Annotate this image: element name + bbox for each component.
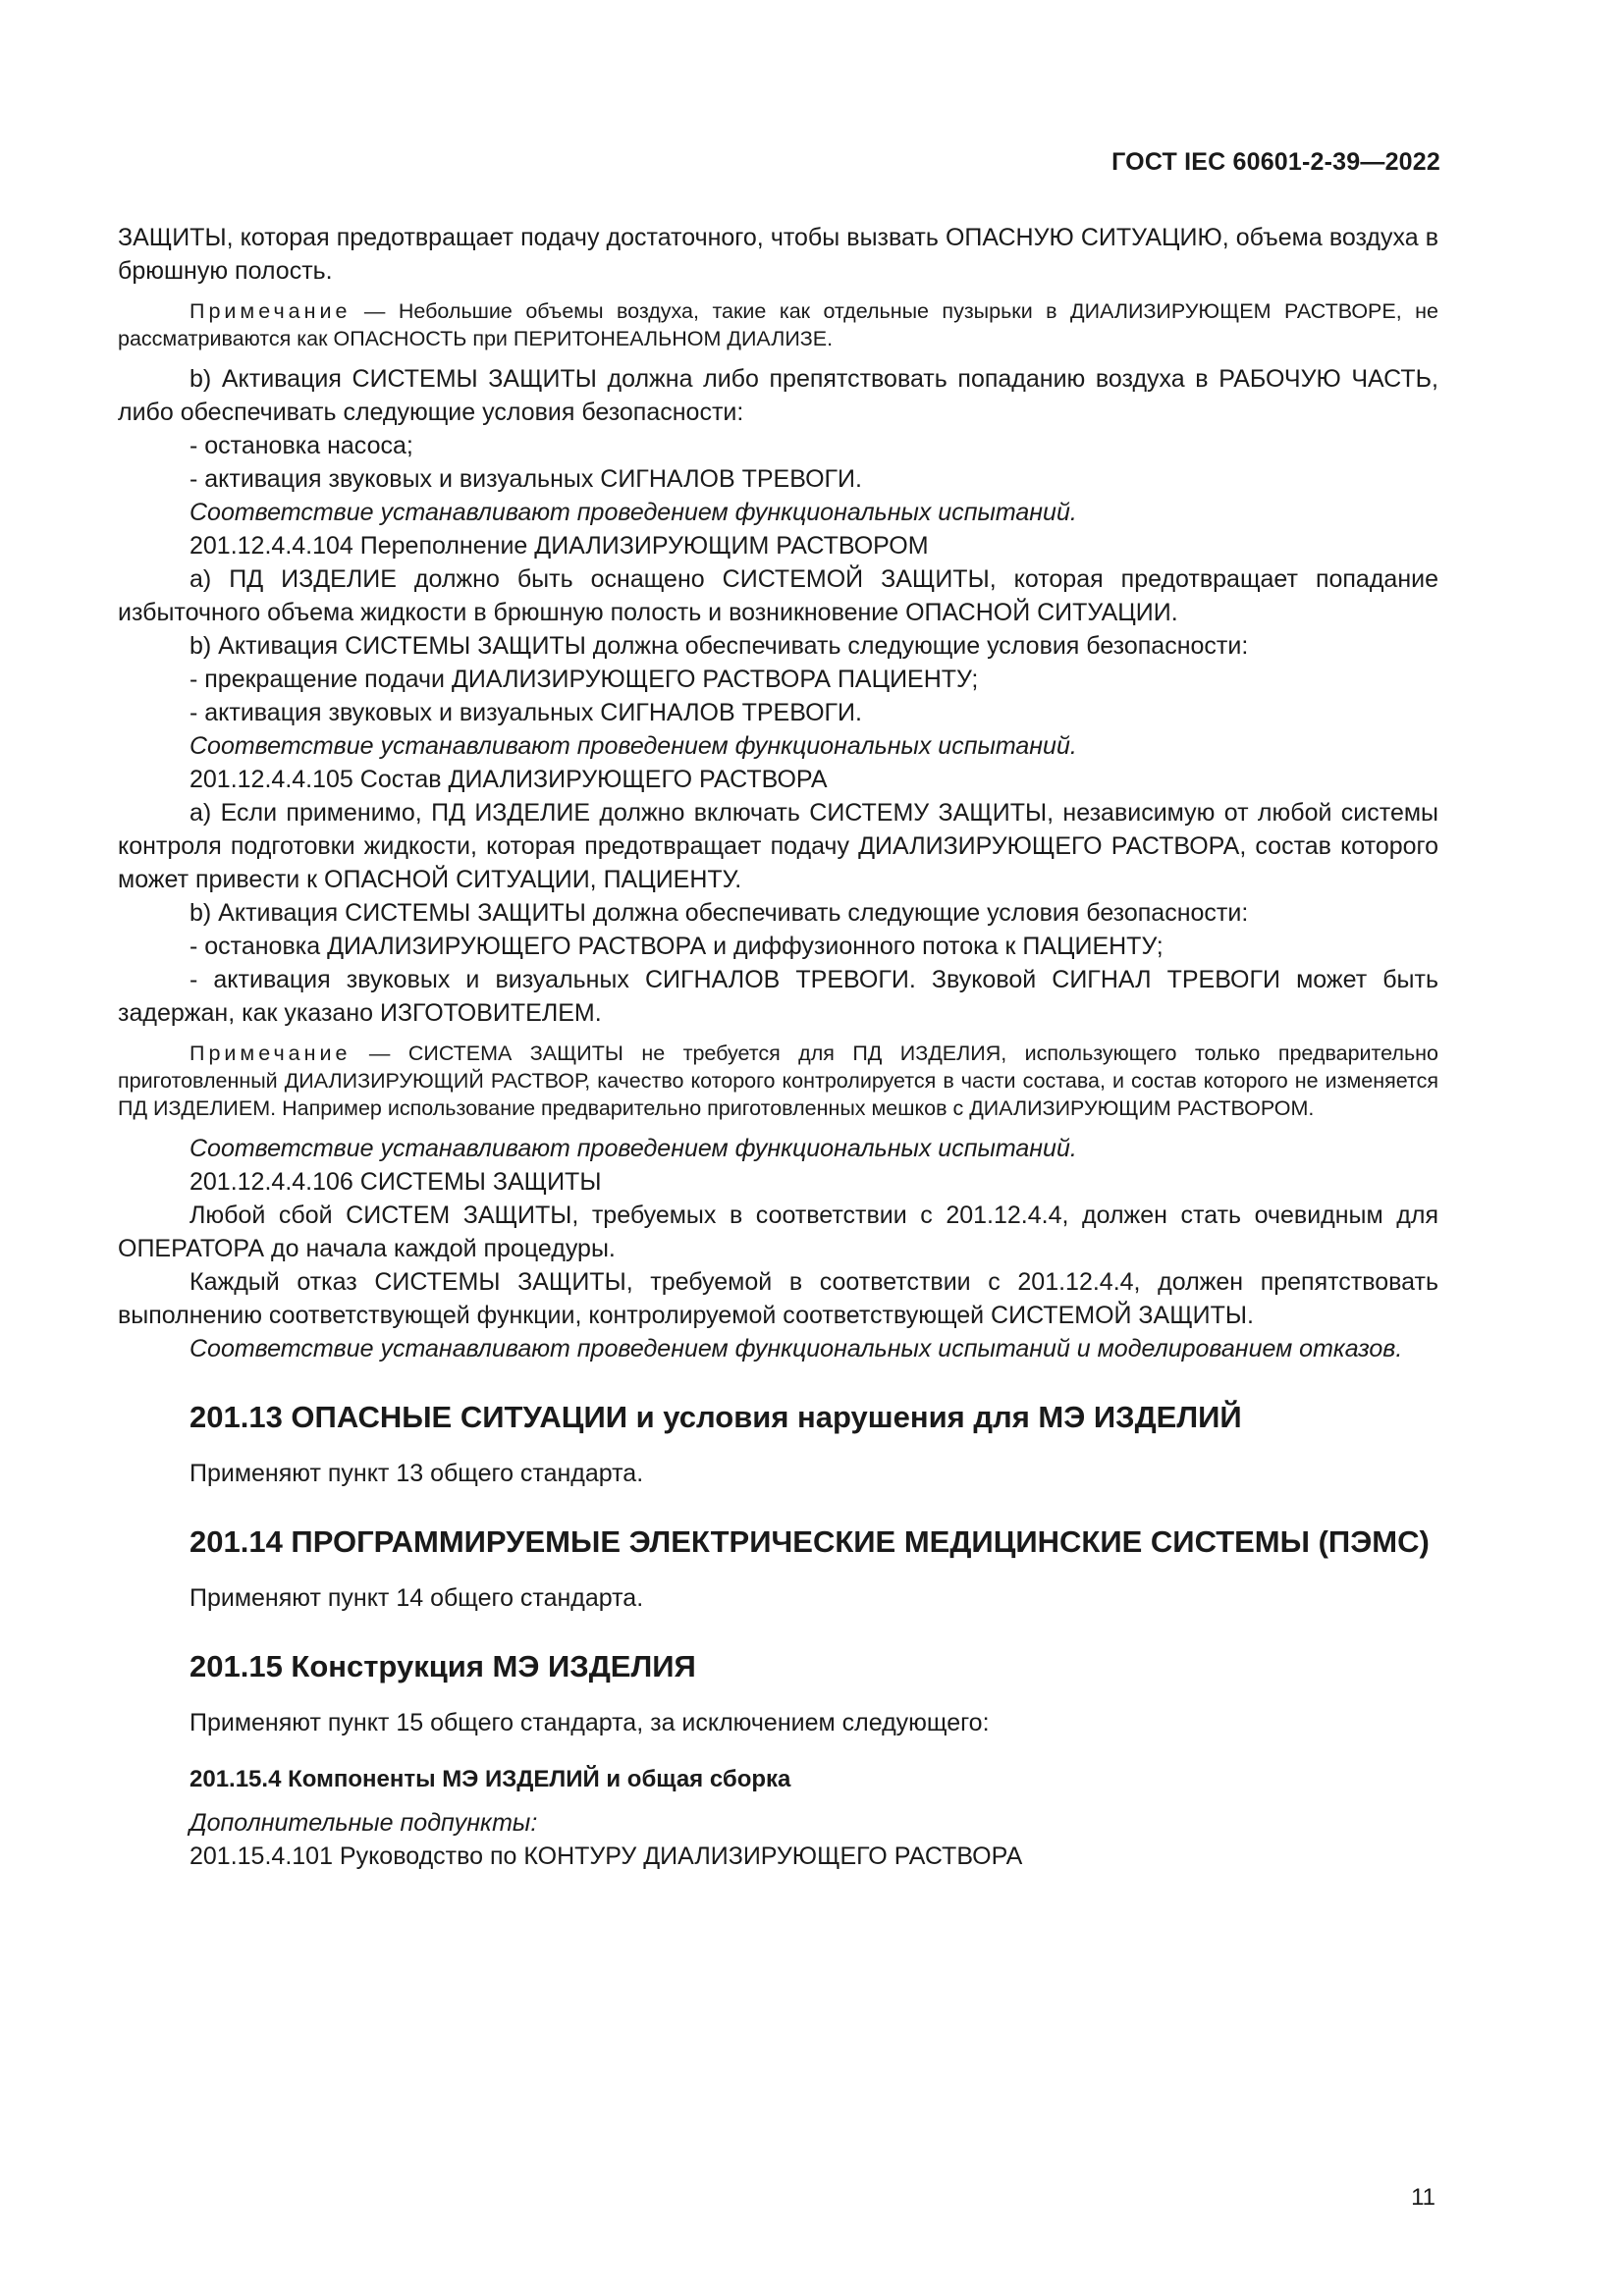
paragraph: Применяют пункт 13 общего стандарта. (189, 1460, 644, 1487)
subsection-title: 201.15.4.101 Руководство по КОНТУРУ ДИАЛИЗИРУЮЩЕГО РАСТВОРА (189, 1842, 1023, 1870)
paragraph: Дополнительные подпункты: (189, 1809, 538, 1837)
compliance-statement: Соответствие устанавливают проведением функциональных испытаний. (189, 1135, 1077, 1162)
page-content (118, 221, 1438, 1873)
list-item: - активация звуковых и визуальных СИГНАЛОВ ТРЕВОГИ. (189, 699, 862, 726)
list-item: - прекращение подачи ДИАЛИЗИРУЮЩЕГО РАСТВОРА ПАЦИЕНТУ; (189, 666, 979, 693)
compliance-statement: Соответствие устанавливают проведением функциональных испытаний. (189, 732, 1077, 760)
document-header: ГОСТ IEC 60601-2-39—2022 (1111, 148, 1440, 176)
list-item: - активация звуковых и визуальных СИГНАЛОВ ТРЕВОГИ. Звуковой СИГНАЛ ТРЕВОГИ может быть задержан, как указано ИЗГОТОВИТЕЛЕМ. (118, 966, 1438, 1027)
paragraph: Применяют пункт 15 общего стандарта, за исключением следующего: (189, 1709, 990, 1736)
subsection-title: 201.12.4.4.106 СИСТЕМЫ ЗАЩИТЫ (189, 1168, 602, 1196)
list-item: - остановка насоса; (189, 432, 413, 459)
note-label: Примечание (189, 1041, 352, 1065)
note (118, 1040, 1438, 1122)
list-item: - остановка ДИАЛИЗИРУЮЩЕГО РАСТВОРА и диффузионного потока к ПАЦИЕНТУ; (189, 933, 1164, 960)
section-heading: 201.13 ОПАСНЫЕ СИТУАЦИИ и условия нарушения для МЭ ИЗДЕЛИЙ (189, 1400, 1242, 1434)
compliance-statement: Соответствие устанавливают проведением функциональных испытаний и моделированием отказов. (189, 1335, 1403, 1362)
note (118, 297, 1438, 352)
page-number: 11 (1411, 2184, 1435, 2211)
paragraph: Применяют пункт 14 общего стандарта. (189, 1584, 644, 1612)
list-item: - активация звуковых и визуальных СИГНАЛОВ ТРЕВОГИ. (189, 465, 862, 493)
subsection-title: 201.12.4.4.105 Состав ДИАЛИЗИРУЮЩЕГО РАСТВОРА (189, 766, 828, 793)
subsection-heading: 201.15.4 Компоненты МЭ ИЗДЕЛИЙ и общая сборка (189, 1766, 791, 1792)
paragraph: b) Активация СИСТЕМЫ ЗАЩИТЫ должна обеспечивать следующие условия безопасности: (189, 632, 1249, 660)
section-heading: 201.15 Конструкция МЭ ИЗДЕЛИЯ (189, 1649, 696, 1683)
note-text: — СИСТЕМА ЗАЩИТЫ не требуется для ПД ИЗДЕЛИЯ, использующего только предварительно приготовленный ДИАЛИЗИРУЮЩИЙ РАСТВОР, качество которого контролируется в части состава, и состав которого не изменяется ПД ИЗДЕЛИЕМ. Например использование предварительно приготовленных мешков с ДИАЛИЗИРУЮЩИМ РАСТВОРОМ. (118, 1041, 1438, 1120)
paragraph: а) ПД ИЗДЕЛИЕ должно быть оснащено СИСТЕМОЙ ЗАЩИТЫ, которая предотвращает попадание избыточного объема жидкости в брюшную полость и возникновение ОПАСНОЙ СИТУАЦИИ. (118, 565, 1438, 626)
paragraph: Каждый отказ СИСТЕМЫ ЗАЩИТЫ, требуемой в соответствии с 201.12.4.4, должен препятствовать выполнению соответствующей функции, контролируемой соответствующей СИСТЕМОЙ ЗАЩИТЫ. (118, 1268, 1438, 1329)
paragraph: b) Активация СИСТЕМЫ ЗАЩИТЫ должна либо препятствовать попаданию воздуха в РАБОЧУЮ ЧАСТЬ, либо обеспечивать следующие условия безопасности: (118, 365, 1438, 426)
paragraph: а) Если применимо, ПД ИЗДЕЛИЕ должно включать СИСТЕМУ ЗАЩИТЫ, независимую от любой системы контроля подготовки жидкости, которая предотвращает подачу ДИАЛИЗИРУЮЩЕГО РАСТВОРА, состав которого может привести к ОПАСНОЙ СИТУАЦИИ, ПАЦИЕНТУ. (118, 799, 1438, 893)
subsection-title: 201.12.4.4.104 Переполнение ДИАЛИЗИРУЮЩИМ РАСТВОРОМ (189, 532, 929, 560)
note-text: — Небольшие объемы воздуха, такие как отдельные пузырьки в ДИАЛИЗИРУЮЩЕМ РАСТВОРЕ, не рассматриваются как ОПАСНОСТЬ при ПЕРИТОНЕАЛЬНОМ ДИАЛИЗЕ. (118, 299, 1438, 350)
paragraph: ЗАЩИТЫ, которая предотвращает подачу достаточного, чтобы вызвать ОПАСНУЮ СИТУАЦИЮ, объема воздуха в брюшную полость. (118, 224, 1438, 285)
section-heading: 201.14 ПРОГРАММИРУЕМЫЕ ЭЛЕКТРИЧЕСКИЕ МЕДИЦИНСКИЕ СИСТЕМЫ (ПЭМС) (189, 1524, 1430, 1559)
note-label: Примечание (189, 299, 352, 323)
paragraph: Любой сбой СИСТЕМ ЗАЩИТЫ, требуемых в соответствии с 201.12.4.4, должен стать очевидным для ОПЕРАТОРА до начала каждой процедуры. (118, 1201, 1438, 1262)
paragraph: b) Активация СИСТЕМЫ ЗАЩИТЫ должна обеспечивать следующие условия безопасности: (189, 899, 1249, 927)
compliance-statement: Соответствие устанавливают проведением функциональных испытаний. (189, 499, 1077, 526)
